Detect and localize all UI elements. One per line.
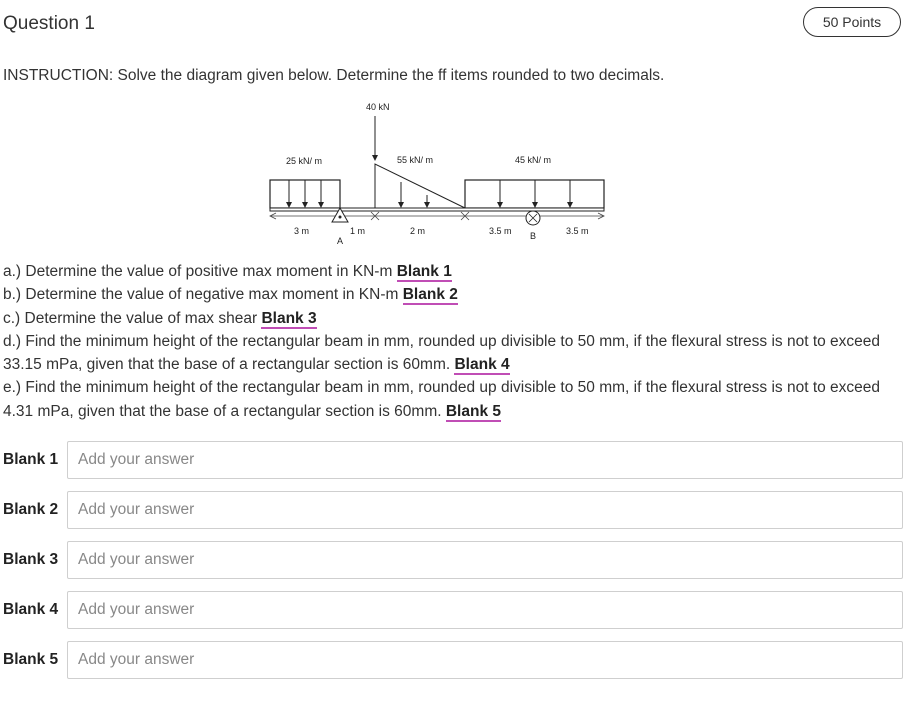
blank-2-label: Blank 2 xyxy=(3,501,59,518)
blank-5-label: Blank 5 xyxy=(3,651,59,668)
blank-2-input[interactable] xyxy=(67,491,903,529)
answer-row-1 xyxy=(0,441,914,481)
blank-4-label: Blank 4 xyxy=(3,601,59,618)
support-a-label: A xyxy=(337,236,344,246)
answer-row-3 xyxy=(0,541,914,581)
triangular-load-label: 55 kN/ m xyxy=(397,155,434,165)
beam xyxy=(270,208,604,211)
support-b-label: B xyxy=(530,231,537,241)
span-label: 3.5 m xyxy=(489,226,512,236)
question-title: Question 1 xyxy=(3,13,95,34)
span-label: 3.5 m xyxy=(566,226,589,236)
item-d: d.) Find the minimum height of the rectangular beam in mm, rounded up divisible to 50 mm, if the flexural stress is not to exceed 33.15 mPa, given that the base of a rectangular section is 60mm. Blank 4 xyxy=(3,332,881,374)
span-label: 1 m xyxy=(350,226,366,236)
question-items xyxy=(3,260,908,423)
udl-left-label: 25 kN/ m xyxy=(286,156,323,166)
blank-1-ref: Blank 1 xyxy=(396,263,452,280)
blank-3-ref: Blank 3 xyxy=(261,309,317,327)
blank-5-ref: Blank 5 xyxy=(445,402,501,420)
blank-1-input[interactable] xyxy=(67,441,903,479)
instruction-text: INSTRUCTION: Solve the diagram given below. Determine the ff items rounded to two decimals. xyxy=(3,67,665,84)
blank-3-input[interactable] xyxy=(67,541,903,579)
answer-row-2 xyxy=(0,491,914,531)
item-b: b.) Determine the value of negative max moment in KN-m Blank 2 xyxy=(3,286,458,304)
span-label: 3 m xyxy=(294,226,310,236)
item-e: e.) Find the minimum height of the rectangular beam in mm, rounded up divisible to 50 mm, if the flexural stress is not to exceed 4.31 mPa, given that the base of a rectangular section is 60mm. Blank 5 xyxy=(3,379,881,420)
item-c: c.) Determine the value of max shear Blank 3 xyxy=(3,309,317,327)
answer-row-5 xyxy=(0,641,914,681)
blank-1-label: Blank 1 xyxy=(3,451,59,468)
blank-4-input[interactable] xyxy=(67,591,903,629)
points-badge: 50 Points xyxy=(803,7,901,37)
blank-5-input[interactable] xyxy=(67,641,903,679)
blank-4-ref: Blank 4 xyxy=(454,356,510,374)
udl-right-label: 45 kN/ m xyxy=(515,155,552,165)
triangular-load xyxy=(375,164,465,208)
answer-row-4 xyxy=(0,591,914,631)
item-a: a.) Determine the value of positive max moment in KN-m Blank 1 xyxy=(3,263,452,280)
point-load-label: 40 kN xyxy=(366,102,390,112)
blank-2-ref: Blank 2 xyxy=(402,286,458,304)
span-label: 2 m xyxy=(410,226,426,236)
beam-diagram xyxy=(260,96,620,246)
blank-3-label: Blank 3 xyxy=(3,551,59,568)
